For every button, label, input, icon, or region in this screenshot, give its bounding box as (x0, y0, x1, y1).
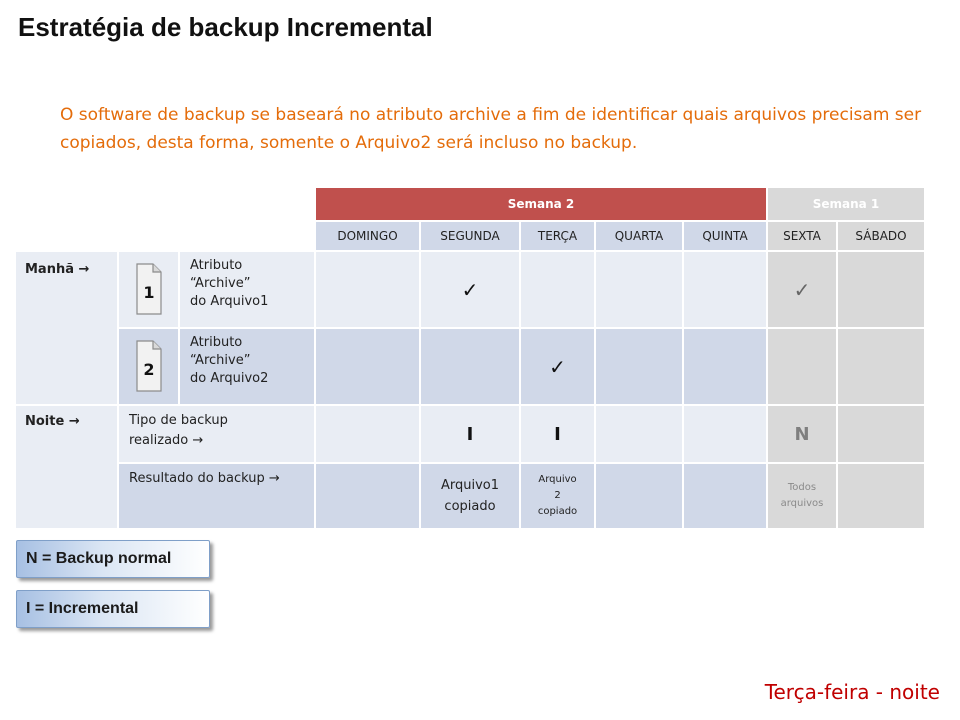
cell-result-quarta (596, 464, 682, 528)
cell-type-quinta (684, 406, 766, 462)
file2-icon-cell (119, 329, 178, 404)
result-label: Resultado do backup → (119, 464, 314, 528)
week2-header: Semana 2 (316, 188, 766, 220)
day-header-sabado: SÁBADO (838, 222, 924, 250)
day-header-terca: TERÇA (521, 222, 594, 250)
type-sexta: N (768, 406, 836, 462)
cell-result-sabado (838, 464, 924, 528)
cell-type-quarta (596, 406, 682, 462)
legend-incremental-backup: I = Incremental (16, 590, 210, 628)
type-terca: I (521, 406, 594, 462)
footer-caption: Terça-feira - noite (764, 680, 940, 704)
description-text: O software de backup se baseará no atributo archive a fim de identificar quais arquivos precisam ser copiados, desta forma, somente o Arquivo2 será incluso no backup. (60, 105, 922, 153)
legend-normal-backup: N = Backup normal (16, 540, 210, 578)
morning-row-label: Manhã → (16, 252, 117, 404)
result-terca-line3: copiado (537, 506, 578, 517)
result-terca-line2: 2 (554, 490, 561, 501)
file1-line3: do Arquivo1 (190, 294, 269, 309)
file2-line1: Atributo (190, 335, 243, 350)
check-f1-segunda: ✓ (421, 252, 519, 327)
day-header-sexta: SEXTA (768, 222, 836, 250)
day-header-segunda: SEGUNDA (421, 222, 519, 250)
file1-icon-number: 1 (143, 282, 155, 302)
cell-result-quinta (684, 464, 766, 528)
cell-f2-quarta (596, 329, 682, 404)
file1-icon-cell (119, 252, 178, 327)
backup-type-label: Tipo de backup realizado → (119, 406, 314, 462)
file2-icon-number: 2 (143, 359, 155, 379)
check-f1-sexta: ✓ (768, 252, 836, 327)
file2-line2: “Archive” (190, 353, 251, 368)
cell-f1-quinta (684, 252, 766, 327)
cell-result-domingo (316, 464, 419, 528)
cell-f1-quarta (596, 252, 682, 327)
page-title: Estratégia de backup Incremental (18, 12, 433, 42)
result-segunda: Arquivo1 copiado (421, 464, 519, 528)
week1-header: Semana 1 (768, 188, 924, 220)
result-sexta: Todos arquivos (768, 464, 836, 528)
cell-f2-sexta (768, 329, 836, 404)
cell-f2-domingo (316, 329, 419, 404)
file2-attribute-label (180, 329, 314, 404)
day-header-quinta: QUINTA (684, 222, 766, 250)
cell-type-domingo (316, 406, 419, 462)
night-row-label: Noite → (16, 406, 117, 528)
cell-type-sabado (838, 406, 924, 462)
cell-f2-sabado (838, 329, 924, 404)
cell-f1-terca (521, 252, 594, 327)
file1-line1: Atributo (190, 258, 243, 273)
result-terca (521, 464, 594, 528)
cell-f2-quinta (684, 329, 766, 404)
day-header-domingo: DOMINGO (316, 222, 419, 250)
file1-attribute-label (180, 252, 314, 327)
file1-line2: “Archive” (190, 276, 251, 291)
cell-f1-sabado (838, 252, 924, 327)
file2-line3: do Arquivo2 (190, 371, 269, 386)
day-header-quarta: QUARTA (596, 222, 682, 250)
check-f2-terca: ✓ (521, 329, 594, 404)
result-terca-line1: Arquivo (538, 474, 577, 485)
cell-f2-segunda (421, 329, 519, 404)
type-segunda: I (421, 406, 519, 462)
cell-f1-domingo (316, 252, 419, 327)
